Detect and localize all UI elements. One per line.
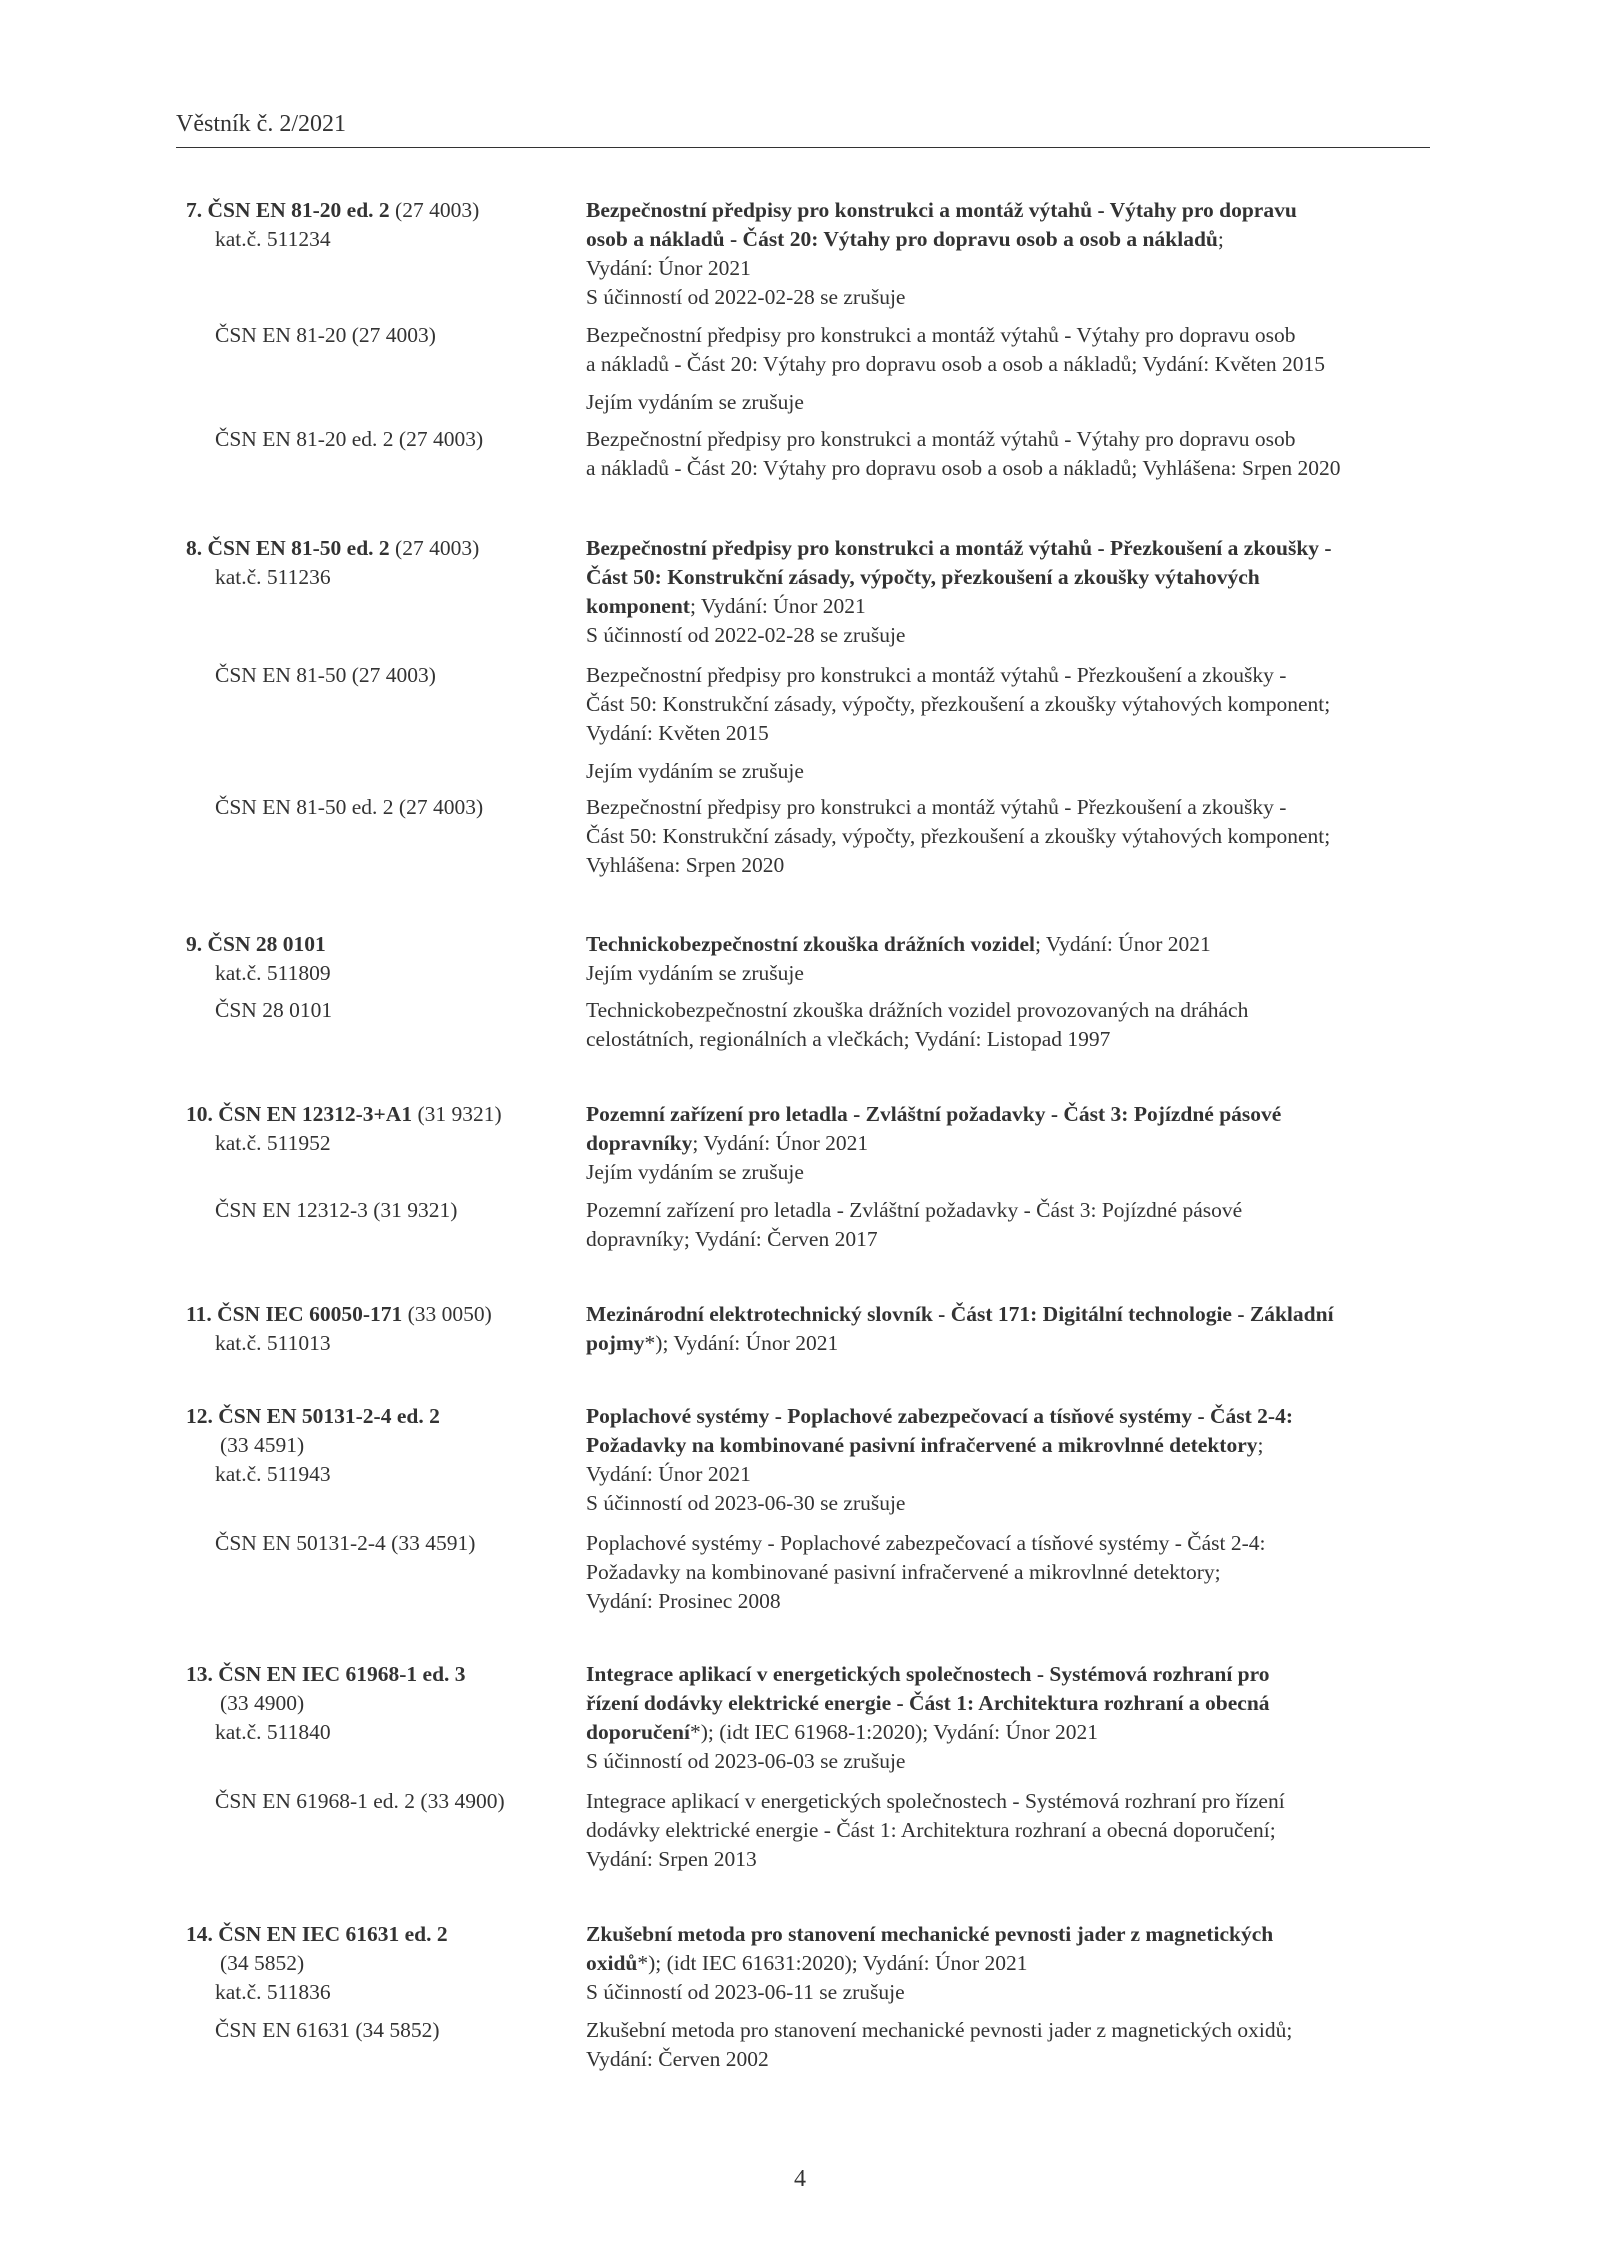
standard-id: ČSN EN 50131-2-4 ed. 2 <box>218 1404 440 1428</box>
title-tail: ; Vydání: Únor 2021 <box>1034 932 1211 956</box>
entry-number: 11. <box>186 1302 212 1326</box>
replacement-note: Jejím vydáním se zrušuje <box>586 390 804 414</box>
standard-id-block <box>186 1300 576 1358</box>
entry-10 <box>186 1100 1430 1260</box>
replaced-standard-desc: Poplachové systémy - Poplachové zabezpečovací a tísňové systémy - Část 2-4: <box>586 1531 1266 1555</box>
entry-11 <box>186 1300 1430 1360</box>
replaced-standard-desc: Bezpečnostní předpisy pro konstrukci a montáž výtahů - Výtahy pro dopravu osob <box>586 427 1296 451</box>
replaced-standard-desc: Zkušební metoda pro stanovení mechanické pevnosti jader z magnetických oxidů; <box>586 2018 1293 2042</box>
effective-note: S účinností od 2023-06-11 se zrušuje <box>586 1980 905 2004</box>
catalog-number: kat.č. 511952 <box>215 1131 331 1155</box>
replaced-standard-desc: Integrace aplikací v energetických společnostech - Systémová rozhraní pro řízení <box>586 1789 1285 1813</box>
entry-7 <box>186 196 1430 496</box>
standard-code: (31 9321) <box>412 1102 502 1126</box>
standard-title-cont: Část 50: Konstrukční zásady, výpočty, přezkoušení a zkoušky výtahových <box>586 565 1260 589</box>
page-header <box>176 112 1430 148</box>
replaced-standard-desc-cont: Vydání: Červen 2002 <box>586 2047 769 2071</box>
standard-title-cont: doporučení <box>586 1720 690 1744</box>
replaced-standard-desc: Technickobezpečnostní zkouška drážních vozidel provozovaných na dráhách <box>586 998 1249 1022</box>
replaced-standard-desc: Bezpečnostní předpisy pro konstrukci a montáž výtahů - Výtahy pro dopravu osob <box>586 323 1296 347</box>
standard-code: (33 0050) <box>402 1302 492 1326</box>
entry-number: 8. <box>186 536 203 560</box>
replaced-standard-desc-cont: Část 50: Konstrukční zásady, výpočty, přezkoušení a zkoušky výtahových komponent; <box>586 692 1331 716</box>
standard-title: Technickobezpečnostní zkouška drážních vozidel <box>586 932 1035 956</box>
catalog-number: kat.č. 511836 <box>215 1980 331 2004</box>
effective-note: S účinností od 2022-02-28 se zrušuje <box>586 285 906 309</box>
entry-14 <box>186 1920 1430 2110</box>
replaced-standard-desc-cont: Část 50: Konstrukční zásady, výpočty, přezkoušení a zkoušky výtahových komponent; <box>586 824 1331 848</box>
standard-description <box>586 1300 1426 1358</box>
standard-description <box>586 930 1426 988</box>
standard-id: ČSN EN 81-20 ed. 2 <box>207 198 390 222</box>
title-tail: ; <box>1257 1433 1264 1457</box>
standard-id: ČSN EN 12312-3+A1 <box>218 1102 413 1126</box>
standard-id-block <box>186 1402 576 1489</box>
catalog-number: kat.č. 511840 <box>215 1720 331 1744</box>
replaced-standard-id: ČSN EN 50131-2-4 (33 4591) <box>215 1531 476 1555</box>
standard-code: (27 4003) <box>389 536 480 560</box>
replaced-standard-desc-cont: Vydání: Srpen 2013 <box>586 1847 757 1871</box>
replaced-standard-desc-cont: Požadavky na kombinované pasivní infračervené a mikrovlnné detektory; <box>586 1560 1221 1584</box>
standard-description <box>586 1402 1426 1518</box>
replaced-standard-id: ČSN EN 61631 (34 5852) <box>215 2018 440 2042</box>
standard-code: (34 5852) <box>220 1951 305 1975</box>
standard-title: Zkušební metoda pro stanovení mechanické pevnosti jader z magnetických <box>586 1922 1274 1946</box>
entry-number: 10. <box>186 1102 213 1126</box>
entry-12 <box>186 1402 1430 1622</box>
issue-date: Vydání: Únor 2021 <box>586 256 751 280</box>
title-tail: *); (idt IEC 61631:2020); Vydání: Únor 2021 <box>637 1951 1028 1975</box>
standard-title-cont: Požadavky na kombinované pasivní infračervené a mikrovlnné detektory <box>586 1433 1258 1457</box>
catalog-number: kat.č. 511809 <box>215 961 331 985</box>
standard-title-cont: řízení dodávky elektrické energie - Část 1: Architektura rozhraní a obecná <box>586 1691 1270 1715</box>
replacement-note: Jejím vydáním se zrušuje <box>586 961 804 985</box>
effective-note: S účinností od 2023-06-03 se zrušuje <box>586 1749 906 1773</box>
standard-title-cont: dopravníky <box>586 1131 693 1155</box>
standard-title: Poplachové systémy - Poplachové zabezpečovací a tísňové systémy - Část 2-4: <box>586 1404 1293 1428</box>
replacement-note: Jejím vydáním se zrušuje <box>586 1160 804 1184</box>
entry-number: 13. <box>186 1662 213 1686</box>
effective-note: S účinností od 2022-02-28 se zrušuje <box>586 623 906 647</box>
catalog-number: kat.č. 511234 <box>215 227 331 251</box>
standard-description <box>586 196 1426 312</box>
standard-code: (27 4003) <box>389 198 480 222</box>
replacement-note: Jejím vydáním se zrušuje <box>586 759 804 783</box>
replaced-standard-desc-cont: Vyhlášena: Srpen 2020 <box>586 853 785 877</box>
standard-description <box>586 534 1426 650</box>
replaced-standard-id: ČSN EN 61968-1 ed. 2 (33 4900) <box>215 1789 505 1813</box>
replaced-standard-desc: Bezpečnostní předpisy pro konstrukci a montáž výtahů - Přezkoušení a zkoušky - <box>586 795 1287 819</box>
page-number: 4 <box>794 2166 806 2192</box>
catalog-number: kat.č. 511236 <box>215 565 331 589</box>
replaced-standard-id: ČSN EN 81-20 ed. 2 (27 4003) <box>215 427 484 451</box>
standard-id: ČSN EN 81-50 ed. 2 <box>207 536 390 560</box>
catalog-number: kat.č. 511013 <box>215 1331 331 1355</box>
replaced-standard-desc: Pozemní zařízení pro letadla - Zvláštní požadavky - Část 3: Pojízdné pásové <box>586 1198 1243 1222</box>
replaced-standard-desc-cont: dopravníky; Vydání: Červen 2017 <box>586 1227 878 1251</box>
standard-title: Integrace aplikací v energetických společnostech - Systémová rozhraní pro <box>586 1662 1270 1686</box>
standard-id-block <box>186 1920 576 2007</box>
replaced-standard-desc-cont: dodávky elektrické energie - Část 1: Architektura rozhraní a obecná doporučení; <box>586 1818 1276 1842</box>
standard-title-cont: osob a nákladů - Část 20: Výtahy pro dopravu osob a osob a nákladů <box>586 227 1218 251</box>
catalog-number: kat.č. 511943 <box>215 1462 331 1486</box>
standard-id-block <box>186 534 576 592</box>
standard-id-block <box>186 1660 576 1747</box>
replaced-standard-desc-cont: a nákladů - Část 20: Výtahy pro dopravu osob a osob a nákladů; Vydání: Květen 2015 <box>586 352 1326 376</box>
standard-id-block <box>186 196 576 254</box>
standard-id: ČSN EN IEC 61968-1 ed. 3 <box>218 1662 466 1686</box>
replaced-standard-id: ČSN EN 81-50 (27 4003) <box>215 663 436 687</box>
standard-code: (33 4900) <box>220 1691 305 1715</box>
title-tail: ; <box>1217 227 1224 251</box>
replaced-standard-id: ČSN EN 81-20 (27 4003) <box>215 323 436 347</box>
standard-id: ČSN 28 0101 <box>207 932 326 956</box>
entry-9 <box>186 930 1430 1060</box>
title-tail: ; Vydání: Únor 2021 <box>689 594 866 618</box>
standard-title: Bezpečnostní předpisy pro konstrukci a montáž výtahů - Výtahy pro dopravu <box>586 198 1297 222</box>
standard-title-cont: komponent <box>586 594 690 618</box>
replaced-standard-id: ČSN EN 81-50 ed. 2 (27 4003) <box>215 795 484 819</box>
standard-id: ČSN EN IEC 61631 ed. 2 <box>218 1922 448 1946</box>
replaced-standard-id: ČSN EN 12312-3 (31 9321) <box>215 1198 458 1222</box>
replaced-standard-desc-cont: celostátních, regionálních a vlečkách; Vydání: Listopad 1997 <box>586 1027 1111 1051</box>
standard-id-block <box>186 1100 576 1158</box>
title-tail: *); (idt IEC 61968-1:2020); Vydání: Únor 2021 <box>689 1720 1099 1744</box>
standard-description <box>586 1920 1426 2007</box>
replaced-standard-id: ČSN 28 0101 <box>215 998 333 1022</box>
entry-number: 12. <box>186 1404 213 1428</box>
standard-title: Mezinárodní elektrotechnický slovník - Část 171: Digitální technologie - Základní <box>586 1302 1334 1326</box>
title-tail: ; Vydání: Únor 2021 <box>692 1131 869 1155</box>
standard-description <box>586 1660 1426 1776</box>
standard-id: ČSN IEC 60050-171 <box>217 1302 403 1326</box>
replaced-standard-desc-cont: Vydání: Květen 2015 <box>586 721 769 745</box>
title-tail: *); Vydání: Únor 2021 <box>644 1331 839 1355</box>
issue-date: Vydání: Únor 2021 <box>586 1462 751 1486</box>
standard-description <box>586 1100 1426 1187</box>
entry-number: 7. <box>186 198 203 222</box>
standard-title-cont: oxidů <box>586 1951 638 1975</box>
replaced-standard-desc: Bezpečnostní předpisy pro konstrukci a montáž výtahů - Přezkoušení a zkoušky - <box>586 663 1287 687</box>
standard-title: Pozemní zařízení pro letadla - Zvláštní požadavky - Část 3: Pojízdné pásové <box>586 1102 1282 1126</box>
header-title: Věstník č. 2/2021 <box>176 111 346 137</box>
standard-title-cont: pojmy <box>586 1331 645 1355</box>
entry-number: 14. <box>186 1922 213 1946</box>
replaced-standard-desc-cont: a nákladů - Část 20: Výtahy pro dopravu osob a osob a nákladů; Vyhlášena: Srpen 2020 <box>586 456 1341 480</box>
entry-8 <box>186 534 1430 894</box>
standard-title: Bezpečnostní předpisy pro konstrukci a montáž výtahů - Přezkoušení a zkoušky - <box>586 536 1332 560</box>
entry-number: 9. <box>186 932 203 956</box>
replaced-standard-desc-cont: Vydání: Prosinec 2008 <box>586 1589 781 1613</box>
entry-13 <box>186 1660 1430 1880</box>
standard-id-block <box>186 930 576 988</box>
standard-code: (33 4591) <box>220 1433 305 1457</box>
effective-note: S účinností od 2023-06-30 se zrušuje <box>586 1491 906 1515</box>
